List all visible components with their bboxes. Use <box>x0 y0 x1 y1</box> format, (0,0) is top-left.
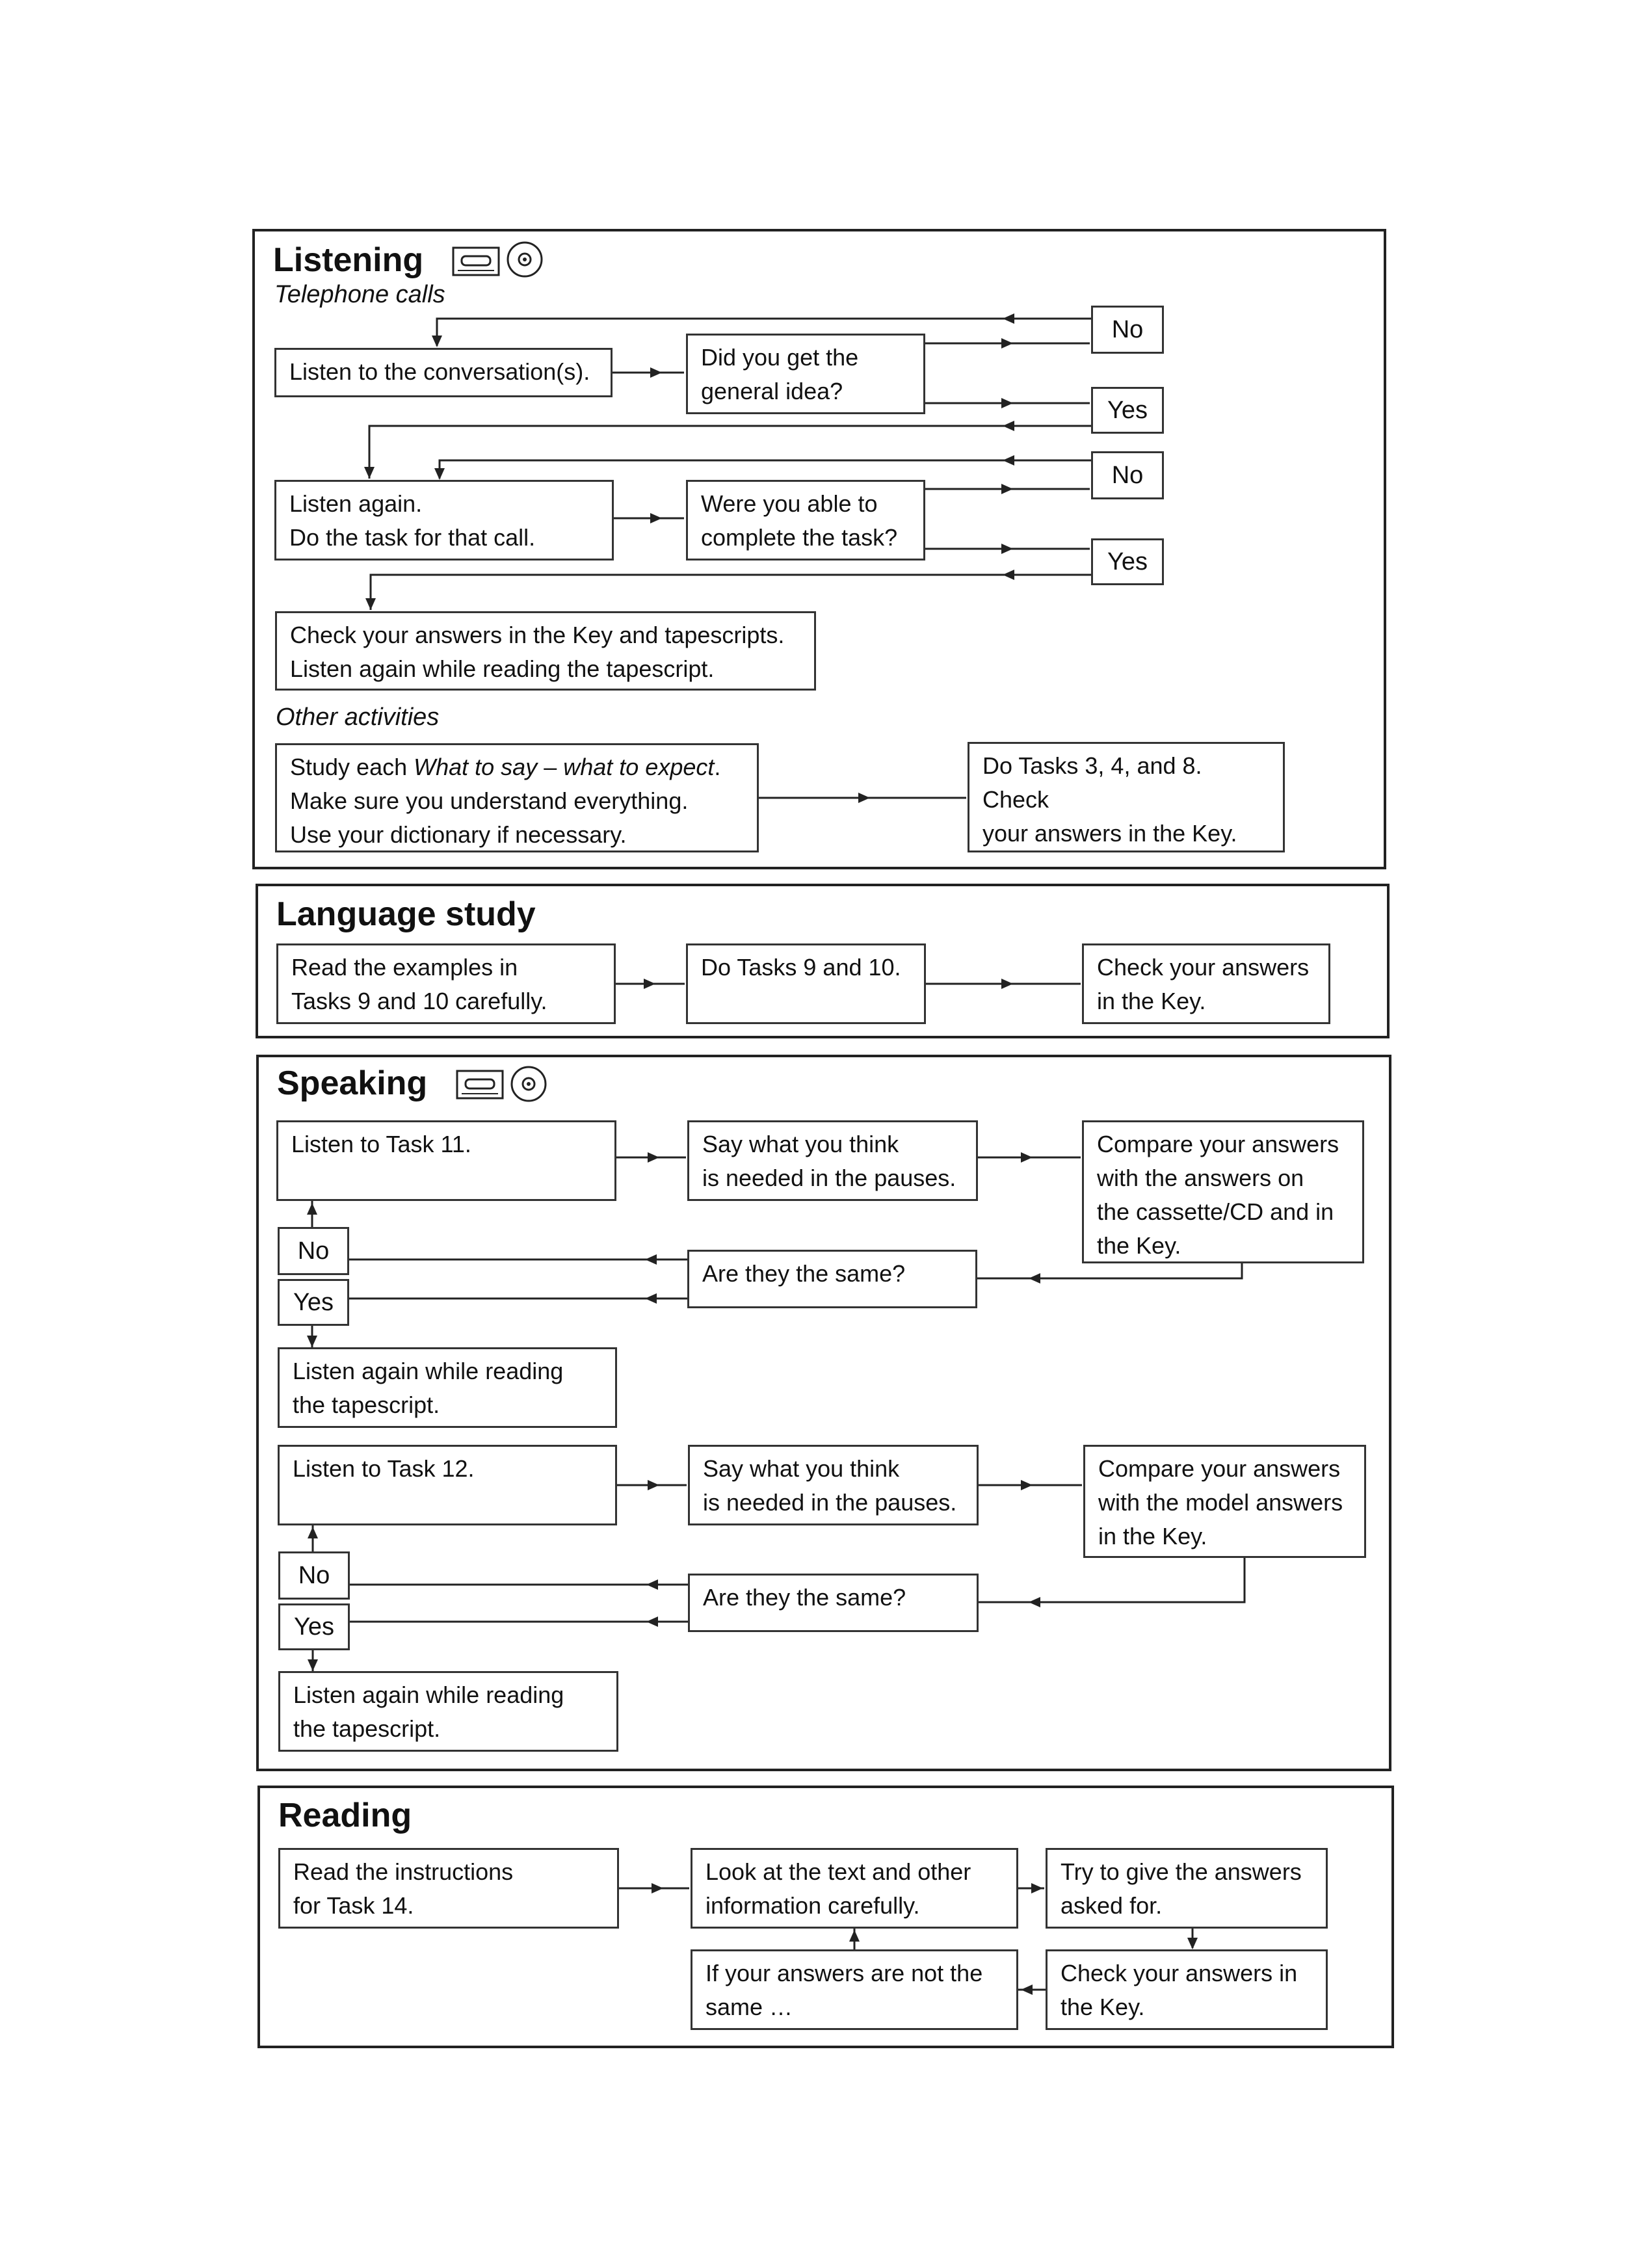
say-what-box-2: Say what you think is needed in the pauses. <box>688 1445 979 1525</box>
study-each-rest: Make sure you understand everything. Use your dictionary if necessary. <box>290 787 689 848</box>
study-each-dash: – <box>537 754 564 780</box>
listening-title: Listening <box>273 241 424 279</box>
reading-title: Reading <box>278 1797 412 1834</box>
study-each-prefix: Study each <box>290 754 414 780</box>
if-answers-box: If your answers are not the same … <box>691 1949 1018 2030</box>
check-key-box-ls: Check your answers in the Key. <box>1082 943 1330 1024</box>
yes-box-b: Yes <box>278 1603 350 1650</box>
listen-conversation-box: Listen to the conversation(s). <box>274 348 613 397</box>
look-at-text-box: Look at the text and other information carefully. <box>691 1848 1018 1929</box>
speaking-title: Speaking <box>277 1064 428 1102</box>
listen-reading-box-1: Listen again while reading the tapescript. <box>278 1347 617 1428</box>
do-tasks-9-10-box: Do Tasks 9 and 10. <box>686 943 926 1024</box>
no-box-2: No <box>1091 451 1164 499</box>
compare-box-1: Compare your answers with the answers on the cassette/CD and in the Key. <box>1082 1120 1364 1263</box>
did-you-get-box: Did you get the general idea? <box>686 334 925 414</box>
listening-subtitle: Telephone calls <box>274 281 445 308</box>
were-you-able-box: Were you able to complete the task? <box>686 480 925 560</box>
listen-task-12-box: Listen to Task 12. <box>278 1445 617 1525</box>
check-key-box-reading: Check your answers in the Key. <box>1046 1949 1328 2030</box>
check-answers-box: Check your answers in the Key and tapescripts. Listen again while reading the tapescript. <box>275 611 816 691</box>
yes-box-1: Yes <box>1091 387 1164 434</box>
no-box-b: No <box>278 1551 350 1600</box>
study-each-italic-1: What to say <box>414 754 538 780</box>
yes-box-a: Yes <box>278 1279 349 1326</box>
read-examples-box: Read the examples in Tasks 9 and 10 carefully. <box>276 943 616 1024</box>
no-box-1: No <box>1091 306 1164 354</box>
no-box-a: No <box>278 1227 349 1275</box>
language-study-title: Language study <box>276 895 536 933</box>
do-tasks-3-4-8-box: Do Tasks 3, 4, and 8. Check your answers in the Key. <box>968 742 1285 852</box>
say-what-box-1: Say what you think is needed in the pauses. <box>687 1120 978 1201</box>
same-box-2: Are they the same? <box>688 1574 979 1632</box>
study-each-suffix: . <box>714 754 721 780</box>
read-instructions-box: Read the instructions for Task 14. <box>278 1848 619 1929</box>
other-activities-label: Other activities <box>276 704 440 731</box>
same-box-1: Are they the same? <box>687 1250 977 1308</box>
listen-reading-box-2: Listen again while reading the tapescript. <box>278 1671 618 1752</box>
compare-box-2: Compare your answers with the model answers in the Key. <box>1083 1445 1366 1558</box>
study-each-italic-2: what to expect <box>563 754 715 780</box>
yes-box-2: Yes <box>1091 538 1164 585</box>
listen-task-11-box: Listen to Task 11. <box>276 1120 616 1201</box>
try-to-give-box: Try to give the answers asked for. <box>1046 1848 1328 1929</box>
listen-again-box: Listen again. Do the task for that call. <box>274 480 614 560</box>
